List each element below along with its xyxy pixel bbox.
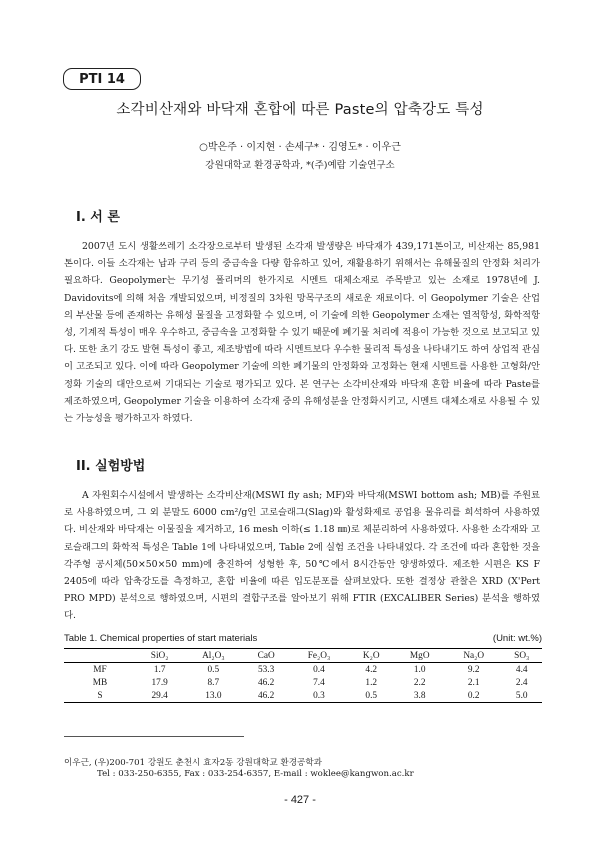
introduction-paragraph: 2007년 도시 생활쓰레기 소각장으로부터 발생된 소각재 발생량은 바닥재가 439,171톤이고, 비산재는 85,981톤이다. 이들 소각재는 납과 구리 등의 중금속을 다량 함유하고 있어, 재활용하기 위해서는 유해물질의 안정화 처리가 필요하다. Geopolymer는 무기성 폴리머의 한가지로 시멘트 대체소재로 주목받고 있는 소재로 1978년에 J. Davidovits에 의해 처음 개발되었으며, 비정질의 3차원 망목구조의 새로운 재료이다. 이 Geopolymer 기술은 산업의 부산물 등에 존재하는 유해성 물질을 고정화할 수 있으며, 이 기술에 의한 Geopolymer 소재는 열적항성, 화학적항성, 기계적 특성이 매우 우수하고, 중금속을 고정화할 수 있기 때문에 폐기물 처리에 적용이 가능한 것으로 보고되고 있다. 또한 초기 강도 발현 특성이 좋고, 제조방법에 따라 시멘트보다 우수한 물리적 특성을 나타내기도 하여 상업적 관심이 고조되고 있다. 이에 따라 Geopolymer 기술에 의한 폐기물의 안정화와 고정화는 현재 시멘트를 사용한 고형화/안정화 기술의 대안으로써 기대되는 기술로 평가되고 있다. 본 연구는 소각비산재와 바닥재 혼합 비율에 따라 Paste를 제조하였으며, Geopolymer 기술을 이용하여 소각재 중의 유해성분을 안정화시키고, 시멘트 대체소재로 사용될 수 있는 가능성을 평가하고자 하였다. — [64, 241, 540, 425]
table-cell: 46.2 — [258, 677, 275, 688]
footnote-address: 이우근, (우)200-701 강원도 춘천시 효자2동 강원대학교 환경공학과 — [64, 758, 322, 768]
table-caption-row — [64, 633, 542, 644]
session-badge: PTI 14 — [63, 68, 141, 90]
table-cell: 2.2 — [413, 677, 426, 688]
table-cell: 9.2 — [467, 664, 480, 675]
table-header-cell: SiO₂ — [136, 649, 183, 663]
table-cell: 2.1 — [467, 677, 480, 688]
table-header-cell: K₂O — [349, 649, 394, 663]
table-cell: 1.7 — [153, 664, 166, 675]
table-cell: S — [64, 689, 136, 703]
table-cell: 0.4 — [313, 664, 325, 675]
table-cell: 0.3 — [289, 689, 349, 703]
table-cell: 7.4 — [313, 677, 325, 688]
page-number: - 427 - — [284, 794, 316, 806]
paper-title: 소각비산재와 바닥재 혼합에 따른 Paste의 압축강도 특성 — [116, 102, 484, 118]
chemical-properties-table — [64, 648, 542, 703]
table-header-cell: SO₃ — [501, 649, 542, 663]
section-heading-introduction: I. 서 론 — [76, 210, 120, 225]
table-row — [64, 663, 542, 677]
table-header-row — [64, 649, 542, 663]
footnote-contact: Tel : 033-250-6355, Fax : 033-254-6357, E-mail : woklee@kangwon.ac.kr — [97, 769, 414, 779]
table-cell: 3.8 — [394, 689, 446, 703]
table-unit: (Unit: wt.%) — [492, 633, 542, 644]
table-cell: 4.4 — [515, 664, 528, 675]
table-row — [64, 676, 542, 689]
table-row — [64, 689, 542, 703]
table-cell: MB — [92, 677, 108, 688]
table-cell: 1.2 — [365, 677, 378, 688]
table-cell: MF — [93, 664, 107, 675]
table-cell: 2.4 — [515, 677, 528, 688]
affiliation: 강원대학교 환경공학과, *(주)예람 기술연구소 — [205, 160, 395, 171]
author-list: ○박은주 · 이지현 · 손세구* · 김영도* · 이우근 — [199, 142, 401, 153]
table-cell: 13.0 — [183, 689, 243, 703]
table-header-cell: CaO — [243, 649, 289, 663]
footnote-divider — [64, 736, 244, 737]
section-heading-methods: II. 실험방법 — [76, 459, 146, 474]
table-cell: 29.4 — [136, 689, 183, 703]
table-cell: 17.9 — [151, 677, 168, 688]
table-cell: 0.5 — [207, 664, 220, 675]
table-cell: 8.7 — [207, 677, 220, 688]
table-header-cell: Al₂O₃ — [183, 649, 243, 663]
table-cell: 4.2 — [365, 664, 378, 675]
table-header-cell: Fe₂O₃ — [289, 649, 349, 663]
table-header-cell — [64, 649, 136, 663]
table-cell: 5.0 — [501, 689, 542, 703]
table-header-cell: Na₂O — [446, 649, 502, 663]
table-caption: Table 1. Chemical properties of start materials — [64, 633, 258, 644]
table-cell: 1.0 — [413, 664, 426, 675]
table-cell: 46.2 — [243, 689, 289, 703]
table-cell: 53.3 — [258, 664, 275, 675]
methods-paragraph: A 자원회수시설에서 발생하는 소각비산재(MSWI fly ash; MF)와 바닥재(MSWI bottom ash; MB)를 주원료로 사용하였으며, 그 외 분말도 6000 cm²/g인 고로슬래그(Slag)와 활성화제로 공업용 물유리를 희석하여 사용하였다. 비산재와 바닥재는 이물질을 제거하고, 16 mesh 이하(≤ 1.18 ㎜)로 체분리하여 사용하였다. 사용한 소각재와 고로슬래그의 화학적 특성은 Table 1에 나타내었으며, Table 2에 실험 조건을 나타내었다. 각 조건에 따라 혼합한 것을 각주형 공시체(50×50×50 mm)에 충진하여 성형한 후, 50℃에서 8시간동안 양생하였다. 제조한 시편은 KS F 2405에 따라 압축강도를 측정하고, 혼합 비율에 따른 입도분포를 살펴보았다. 또한 결정상 관찰은 XRD (X'Pert PRO MPD) 분석으로 행하였으며, 시편의 결합구조를 알아보기 위해 FTIR (EXCALIBER Series) 분석을 행하였다. — [64, 490, 540, 622]
table-cell: 0.2 — [446, 689, 502, 703]
table-header-cell: MgO — [394, 649, 446, 663]
table-cell: 0.5 — [349, 689, 394, 703]
